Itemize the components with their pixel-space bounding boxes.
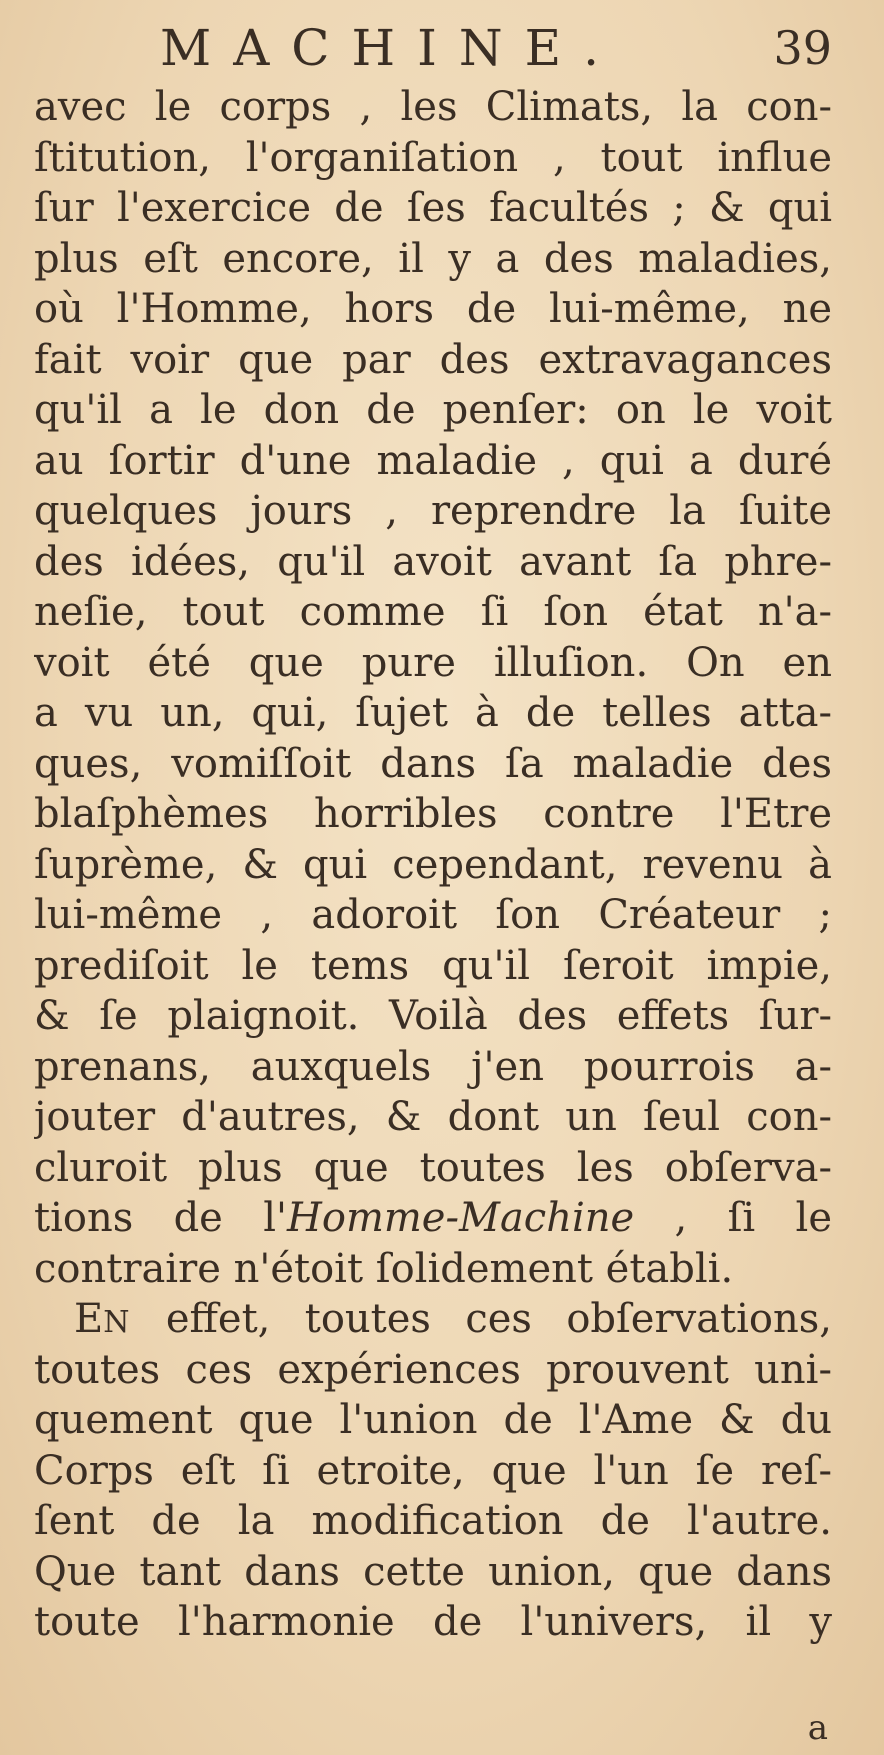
text-line: jouter d'autres, & dont un ſeul con- xyxy=(34,1094,832,1140)
text-line: ques, vomiſſoit dans ſa maladie des xyxy=(34,740,832,787)
text-line: au ſortir d'une maladie , qui a duré xyxy=(34,437,832,484)
small-cap-letter: N xyxy=(103,1305,132,1340)
text-line: Corps eſt ſi etroite, que l'un ſe reſ- xyxy=(34,1447,832,1494)
text-line: toute l'harmonie de l'univers, il y xyxy=(34,1599,832,1645)
page-number: 39 xyxy=(773,21,832,75)
text-line: voit été que pure illuſion. On en xyxy=(34,639,832,686)
text-line: ſtitution, l'organiſation , tout influe xyxy=(34,134,832,181)
paragraph-start-line xyxy=(34,1294,832,1345)
text-line: a vu un, qui, ſujet à de telles atta- xyxy=(34,690,832,736)
text-line: ſuprème, & qui cependant, revenu à xyxy=(34,841,832,888)
text-line: qu'il a le don de penſer: on le voit xyxy=(34,387,832,433)
text-line: avec le corps , les Climats, la con- xyxy=(34,84,832,130)
page-header xyxy=(0,16,884,80)
text-segment: tions de l' xyxy=(34,1195,287,1241)
text-line: contraire n'étoit ſolidement établi. xyxy=(34,1245,734,1292)
text-line: prediſoit le tems qu'il ſeroit impie, xyxy=(34,942,832,989)
text-line-with-italic xyxy=(34,1193,832,1244)
text-line: fait voir que par des extravagances xyxy=(34,336,832,383)
catchword: a xyxy=(807,1708,828,1748)
text-line: neſie, tout comme ſi ſon état n'a- xyxy=(34,589,832,635)
initial-letter: E xyxy=(74,1296,104,1342)
text-line: Que tant dans cette union, que dans xyxy=(34,1548,832,1595)
italic-title: Homme-Machine xyxy=(286,1195,635,1241)
text-line: prenans, auxquels j'en pourrois a- xyxy=(34,1043,832,1090)
text-segment: , ſi le xyxy=(634,1195,832,1241)
text-line: plus eſt encore, il y a des maladies, xyxy=(34,235,832,282)
text-line: ſur l'exercice de ſes facultés ; & qui xyxy=(34,185,832,231)
text-line: ſent de la modification de l'autre. xyxy=(34,1498,832,1544)
text-line: toutes ces expériences prouvent uni- xyxy=(34,1346,832,1393)
text-line: quement que l'union de l'Ame & du xyxy=(34,1397,832,1443)
running-title: MACHINE. xyxy=(160,19,622,77)
text-segment: effet, toutes ces obſervations, xyxy=(131,1296,832,1342)
text-line: cluroit plus que toutes les obſerva- xyxy=(34,1144,832,1191)
text-line: quelques jours , reprendre la ſuite xyxy=(34,488,832,534)
body-text xyxy=(34,82,832,1648)
text-line: & ſe plaignoit. Voilà des effets ſur- xyxy=(34,993,832,1039)
text-line: blaſphèmes horribles contre l'Etre xyxy=(34,791,832,837)
text-line: où l'Homme, hors de lui-même, ne xyxy=(34,286,832,332)
text-line: lui-même , adoroit ſon Créateur ; xyxy=(34,892,832,938)
text-line: des idées, qu'il avoit avant ſa phre- xyxy=(34,538,832,585)
